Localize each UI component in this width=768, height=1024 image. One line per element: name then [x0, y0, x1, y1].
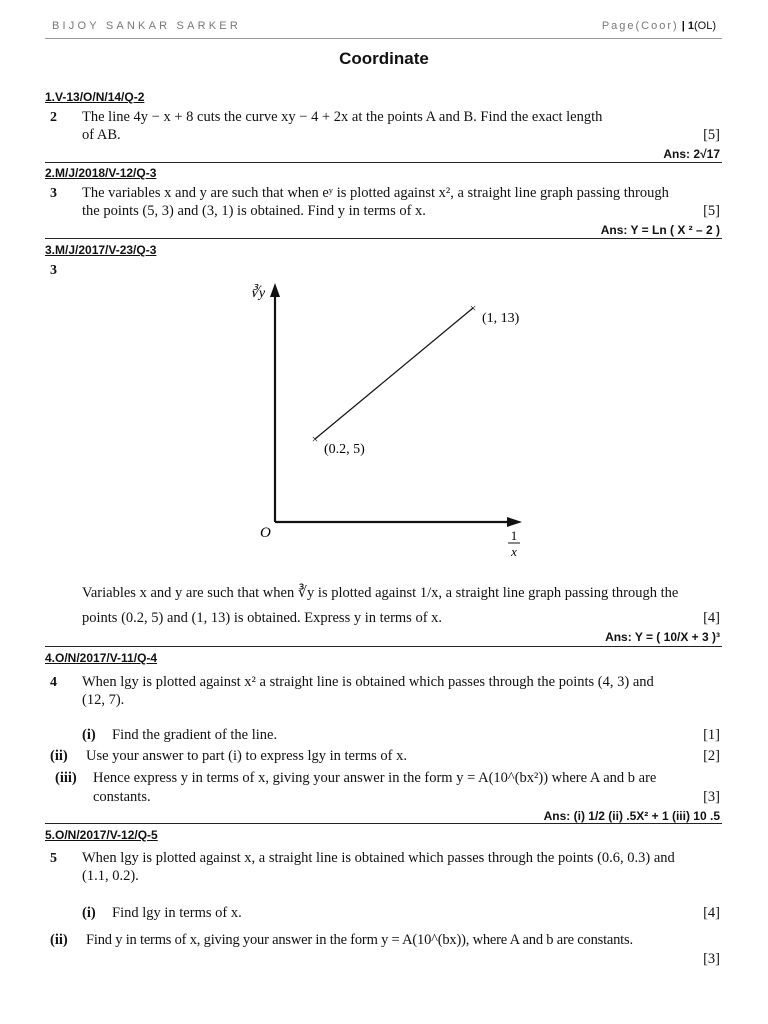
marks: [4] [703, 610, 720, 626]
part-label: (iii) [55, 770, 77, 786]
question-text: The variables x and y are such that when eʸ is plotted against x², a straight line graph passing through [82, 185, 669, 201]
divider [45, 238, 722, 239]
part-label: (ii) [50, 748, 68, 764]
part-text: Find the gradient of the line. [112, 727, 278, 743]
part-label: (i) [82, 905, 96, 921]
question-number: 3 [50, 186, 57, 201]
page-indicator [602, 20, 716, 32]
divider [45, 646, 722, 647]
part-label: (ii) [50, 932, 68, 948]
x-axis-arrow [507, 517, 522, 527]
question-number: 5 [50, 851, 57, 866]
question-text: (12, 7). [82, 692, 125, 708]
marks: [5] [703, 127, 720, 143]
question-ref: 3.M/J/2017/V-23/Q-3 [45, 243, 157, 257]
x-axis-label-numerator: 1 [510, 528, 518, 543]
marks: [5] [703, 203, 720, 219]
question-text: points (0.2, 5) and (1, 13) is obtained. Express y in terms of x. [82, 610, 443, 626]
question-text: the points (5, 3) and (3, 1) is obtained. Find y in terms of x. [82, 203, 426, 219]
part-text: constants. [93, 789, 151, 805]
point-marker: × [469, 301, 477, 315]
part-text: Find y in terms of x, giving your answer in the form y = A(10^(bx)), where A and b are constants. [86, 932, 633, 948]
answer: Ans: (i) 1/2 (ii) .5X² + 1 (iii) 10 .5 [543, 809, 720, 823]
part-text: Use your answer to part (i) to express lgy in terms of x. [86, 748, 407, 764]
page-suffix: (OL) [694, 20, 716, 32]
divider [45, 823, 722, 824]
question-text: (1.1, 0.2). [82, 868, 139, 884]
question-ref: 1.V-13/O/N/14/Q-2 [45, 90, 145, 104]
question-ref: 5.O/N/2017/V-12/Q-5 [45, 828, 158, 842]
part-text: Find lgy in terms of x. [112, 905, 242, 921]
origin-label: O [260, 525, 271, 541]
page-label: Page(Coor) [601, 20, 679, 32]
y-axis-arrow [270, 283, 280, 297]
question-number: 3 [50, 263, 57, 278]
question-text: When lgy is plotted against x² a straight line is obtained which passes through the points (4, 3) and [82, 674, 654, 690]
marks: [1] [703, 727, 720, 743]
point2-label: (1, 13) [482, 311, 520, 326]
question-text: The line 4y − x + 8 cuts the curve xy − 4 + 2x at the points A and B. Find the exact length [82, 109, 603, 125]
header-rule [45, 38, 722, 39]
question-text: Variables x and y are such that when ∛y is plotted against 1/x, a straight line graph passing through the [82, 585, 679, 601]
question-text: When lgy is plotted against x, a straight line is obtained which passes through the points (0.6, 0.3) and [82, 850, 675, 866]
author-name: BIJOY SANKAR SARKER [52, 20, 241, 32]
page-separator: | [678, 20, 688, 32]
page-title: Coordinate [339, 49, 429, 68]
point1-label: (0.2, 5) [324, 442, 365, 457]
page-number: 1 [687, 20, 694, 32]
marks: [2] [703, 748, 720, 764]
answer: Ans: 2√17 [663, 147, 720, 161]
question-number: 2 [50, 110, 57, 125]
marks: [3] [703, 951, 720, 967]
marks: [4] [703, 905, 720, 921]
graph-figure [230, 275, 540, 565]
divider [45, 162, 722, 163]
answer: Ans: Y = ( 10/X + 3 )³ [605, 630, 720, 644]
question-ref: 4.O/N/2017/V-11/Q-4 [45, 651, 158, 665]
answer: Ans: Y = Ln ( X ² – 2 ) [600, 223, 720, 237]
y-axis-label: ∛y [250, 286, 266, 301]
data-line [315, 308, 473, 439]
question-text: of AB. [82, 127, 121, 143]
part-label: (i) [82, 727, 96, 743]
question-number: 4 [50, 675, 57, 690]
question-ref: 2.M/J/2018/V-12/Q-3 [45, 166, 157, 180]
part-text: Hence express y in terms of x, giving your answer in the form y = A(10^(bx²)) where A and b are [93, 770, 657, 786]
marks: [3] [703, 789, 720, 805]
x-axis-label-denominator: x [511, 544, 517, 559]
point-marker: × [311, 432, 319, 446]
